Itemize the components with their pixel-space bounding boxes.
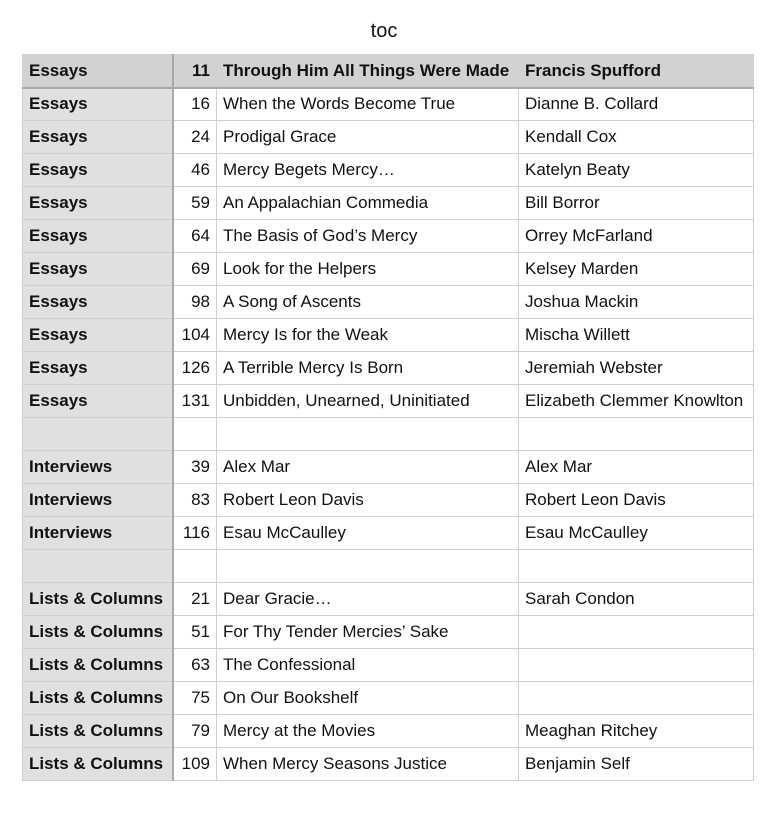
title-cell[interactable]: The Confessional: [217, 649, 519, 682]
table-row: [23, 121, 754, 154]
table-row: [23, 748, 754, 781]
author-cell[interactable]: Kendall Cox: [519, 121, 754, 154]
author-cell[interactable]: [519, 418, 754, 451]
title-cell[interactable]: A Song of Ascents: [217, 286, 519, 319]
section-cell[interactable]: Essays: [23, 385, 173, 418]
author-cell[interactable]: Sarah Condon: [519, 583, 754, 616]
table-row: [23, 253, 754, 286]
title-cell[interactable]: [217, 418, 519, 451]
page-number-cell[interactable]: 126: [173, 352, 217, 385]
title-cell[interactable]: The Basis of God’s Mercy: [217, 220, 519, 253]
table-row: [23, 187, 754, 220]
title-cell[interactable]: On Our Bookshelf: [217, 682, 519, 715]
page-number-cell[interactable]: 64: [173, 220, 217, 253]
header-title-cell[interactable]: Through Him All Things Were Made: [217, 55, 519, 88]
table-row: [23, 517, 754, 550]
table-row: [23, 583, 754, 616]
table-row: [23, 715, 754, 748]
author-cell[interactable]: Bill Borror: [519, 187, 754, 220]
table-row: [23, 616, 754, 649]
section-cell[interactable]: Lists & Columns: [23, 583, 173, 616]
section-cell[interactable]: Essays: [23, 319, 173, 352]
title-cell[interactable]: Prodigal Grace: [217, 121, 519, 154]
table-row: [23, 352, 754, 385]
page-number-cell[interactable]: 98: [173, 286, 217, 319]
page-number-cell[interactable]: [173, 418, 217, 451]
section-cell[interactable]: Essays: [23, 88, 173, 121]
page-number-cell[interactable]: 16: [173, 88, 217, 121]
section-cell[interactable]: Lists & Columns: [23, 682, 173, 715]
page-number-cell[interactable]: 39: [173, 451, 217, 484]
section-cell[interactable]: Interviews: [23, 517, 173, 550]
table-row: [23, 220, 754, 253]
title-cell[interactable]: A Terrible Mercy Is Born: [217, 352, 519, 385]
page-number-cell[interactable]: 59: [173, 187, 217, 220]
title-cell[interactable]: Robert Leon Davis: [217, 484, 519, 517]
table-row: [23, 385, 754, 418]
title-cell[interactable]: For Thy Tender Mercies’ Sake: [217, 616, 519, 649]
table-row: [23, 154, 754, 187]
section-cell[interactable]: Lists & Columns: [23, 649, 173, 682]
table-row: [23, 286, 754, 319]
page-number-cell[interactable]: 79: [173, 715, 217, 748]
author-cell[interactable]: Joshua Mackin: [519, 286, 754, 319]
title-cell[interactable]: Mercy at the Movies: [217, 715, 519, 748]
page-number-cell[interactable]: 51: [173, 616, 217, 649]
page-number-cell[interactable]: 83: [173, 484, 217, 517]
title-cell[interactable]: An Appalachian Commedia: [217, 187, 519, 220]
title-cell[interactable]: [217, 550, 519, 583]
section-cell[interactable]: Essays: [23, 154, 173, 187]
author-cell[interactable]: Robert Leon Davis: [519, 484, 754, 517]
section-cell[interactable]: Lists & Columns: [23, 748, 173, 781]
title-cell[interactable]: Unbidden, Unearned, Uninitiated: [217, 385, 519, 418]
sheet-title: toc: [370, 20, 398, 42]
section-cell[interactable]: Lists & Columns: [23, 715, 173, 748]
author-cell[interactable]: [519, 550, 754, 583]
page-number-cell[interactable]: 104: [173, 319, 217, 352]
author-cell[interactable]: Mischa Willett: [519, 319, 754, 352]
toc-table: [22, 54, 754, 781]
author-cell[interactable]: Meaghan Ritchey: [519, 715, 754, 748]
title-cell[interactable]: When the Words Become True: [217, 88, 519, 121]
section-cell[interactable]: Interviews: [23, 484, 173, 517]
page-number-cell[interactable]: 75: [173, 682, 217, 715]
page-number-cell[interactable]: 69: [173, 253, 217, 286]
author-cell[interactable]: Elizabeth Clemmer Knowlton: [519, 385, 754, 418]
page-number-cell[interactable]: 131: [173, 385, 217, 418]
section-cell[interactable]: [23, 550, 173, 583]
author-cell[interactable]: Kelsey Marden: [519, 253, 754, 286]
table-row: [23, 451, 754, 484]
section-cell[interactable]: Essays: [23, 253, 173, 286]
section-cell[interactable]: Essays: [23, 286, 173, 319]
header-author-cell[interactable]: Francis Spufford: [519, 55, 754, 88]
title-cell[interactable]: When Mercy Seasons Justice: [217, 748, 519, 781]
author-cell[interactable]: Benjamin Self: [519, 748, 754, 781]
page-number-cell[interactable]: 109: [173, 748, 217, 781]
table-row: [23, 484, 754, 517]
section-cell[interactable]: Essays: [23, 187, 173, 220]
title-cell[interactable]: Alex Mar: [217, 451, 519, 484]
header-row: [23, 55, 754, 88]
section-cell[interactable]: Essays: [23, 352, 173, 385]
title-cell[interactable]: Mercy Begets Mercy…: [217, 154, 519, 187]
table-row: [23, 649, 754, 682]
header-section-cell[interactable]: Essays: [23, 55, 173, 88]
author-cell[interactable]: Alex Mar: [519, 451, 754, 484]
section-cell[interactable]: Essays: [23, 220, 173, 253]
table-row: [23, 418, 754, 451]
author-cell[interactable]: [519, 682, 754, 715]
title-cell[interactable]: Dear Gracie…: [217, 583, 519, 616]
author-cell[interactable]: Orrey McFarland: [519, 220, 754, 253]
table-row: [23, 550, 754, 583]
title-cell[interactable]: Mercy Is for the Weak: [217, 319, 519, 352]
author-cell[interactable]: Dianne B. Collard: [519, 88, 754, 121]
author-cell[interactable]: Katelyn Beaty: [519, 154, 754, 187]
author-cell[interactable]: [519, 616, 754, 649]
author-cell[interactable]: Esau McCaulley: [519, 517, 754, 550]
header-page-cell[interactable]: 11: [173, 55, 217, 88]
title-cell[interactable]: Look for the Helpers: [217, 253, 519, 286]
section-cell[interactable]: Lists & Columns: [23, 616, 173, 649]
section-cell[interactable]: Essays: [23, 121, 173, 154]
table-row: [23, 319, 754, 352]
page-number-cell[interactable]: 63: [173, 649, 217, 682]
table-row: [23, 682, 754, 715]
title-cell[interactable]: Esau McCaulley: [217, 517, 519, 550]
table-row: [23, 88, 754, 121]
section-cell[interactable]: Interviews: [23, 451, 173, 484]
page-number-cell[interactable]: 21: [173, 583, 217, 616]
page-number-cell[interactable]: 116: [173, 517, 217, 550]
author-cell[interactable]: Jeremiah Webster: [519, 352, 754, 385]
page-number-cell[interactable]: [173, 550, 217, 583]
section-cell[interactable]: [23, 418, 173, 451]
page-number-cell[interactable]: 46: [173, 154, 217, 187]
author-cell[interactable]: [519, 649, 754, 682]
page-number-cell[interactable]: 24: [173, 121, 217, 154]
